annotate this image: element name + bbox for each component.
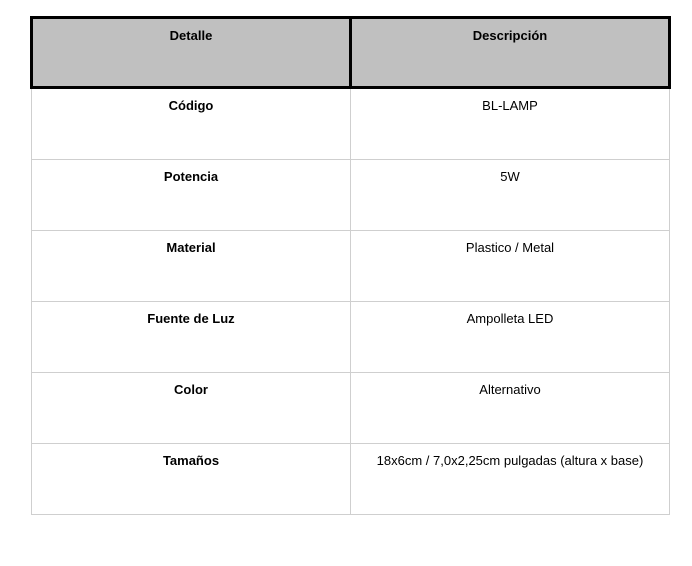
table-row (32, 231, 670, 302)
table-row (32, 302, 670, 373)
detail-sizes-value: 18x6cm / 7,0x2,25cm pulgadas (altura x base) (376, 453, 644, 468)
description-cell (351, 160, 670, 231)
detail-cell (32, 231, 351, 302)
detail-cell (32, 88, 351, 160)
description-cell (351, 302, 670, 373)
detail-power-label: Potencia (163, 169, 219, 184)
header-description-label: Descripción (472, 28, 548, 43)
detail-light-source-label: Fuente de Luz (147, 311, 235, 326)
header-description (351, 18, 670, 88)
detail-sizes-label: Tamaños (162, 453, 220, 468)
table-row (32, 444, 670, 515)
detail-color-label: Color (174, 382, 208, 397)
detail-cell (32, 302, 351, 373)
detail-code-label: Código (168, 98, 214, 113)
table-row (32, 88, 670, 160)
table-header-row (32, 18, 670, 88)
detail-light-source-value: Ampolleta LED (466, 311, 554, 326)
table-row (32, 160, 670, 231)
detail-color-value: Alternativo (479, 382, 541, 397)
detail-cell (32, 444, 351, 515)
detail-material-label: Material (166, 240, 216, 255)
table-row (32, 373, 670, 444)
description-cell (351, 373, 670, 444)
description-cell (351, 88, 670, 160)
product-specs-table (30, 16, 671, 515)
description-cell (351, 231, 670, 302)
detail-power-value: 5W (500, 169, 520, 184)
detail-cell (32, 160, 351, 231)
header-detail-label: Detalle (169, 28, 213, 43)
header-detail (32, 18, 351, 88)
detail-material-value: Plastico / Metal (465, 240, 555, 255)
detail-cell (32, 373, 351, 444)
detail-code-value: BL-LAMP (482, 98, 538, 113)
description-cell (351, 444, 670, 515)
